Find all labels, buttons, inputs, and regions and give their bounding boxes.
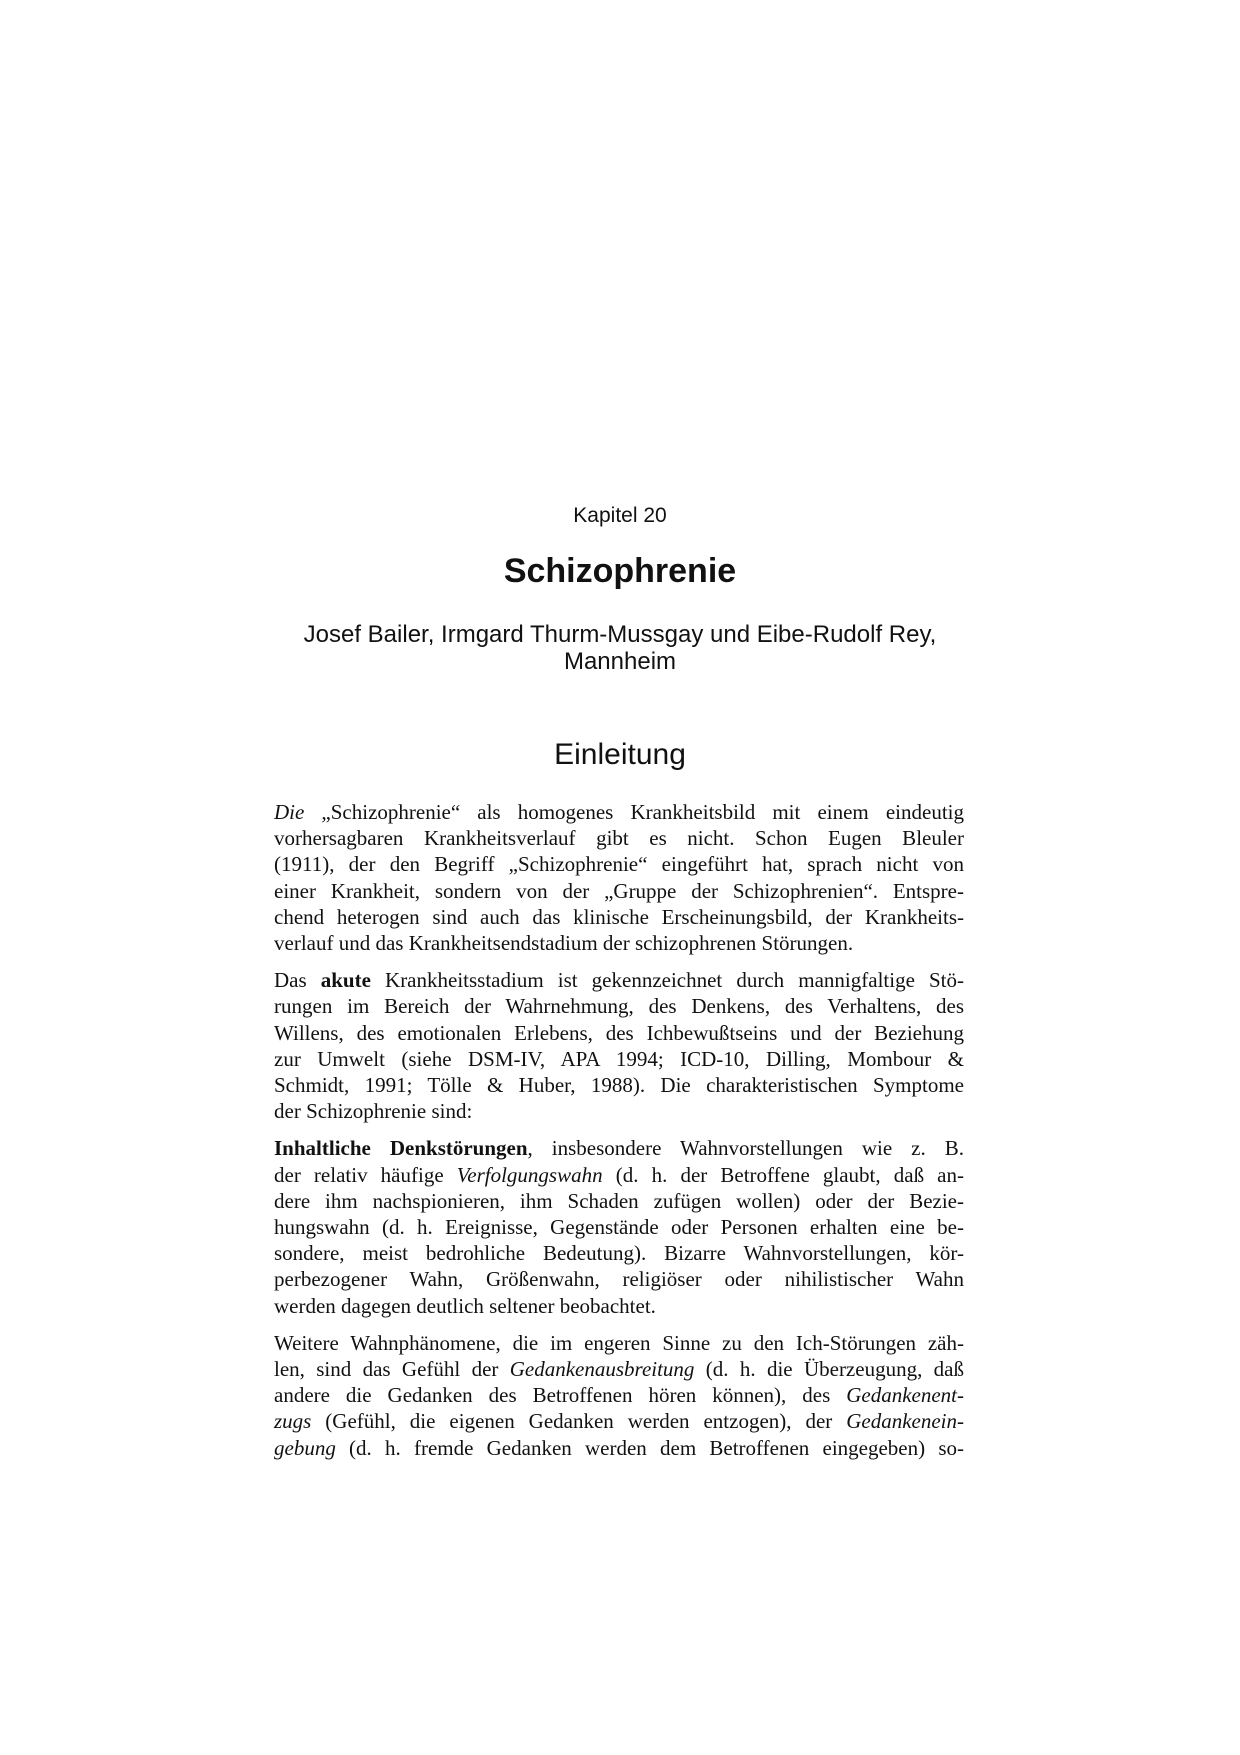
text-line: verlauf und das Krankheitsendstadium der schizophrenen Störungen. [274,931,854,956]
paragraph-1 [274,799,964,956]
chapter-label: Kapitel 20 [573,504,667,527]
emphasis: zugs [274,1409,312,1434]
text-line: Die „Schizophrenie“ als homogenes Krankheitsbild mit einem eindeutig [274,800,964,824]
paragraph-2 [274,967,964,1124]
chapter-authors [0,621,1240,675]
text-line: zugs (Gefühl, die eigenen Gedanken werden entzogen), der Gedankenein- [274,1409,964,1434]
section-heading: Einleitung [554,738,686,771]
text-line: sondere, meist bedrohliche Bedeutung). Bizarre Wahnvorstellungen, kör- [274,1241,964,1266]
text-line: rungen im Bereich der Wahrnehmung, des Denkens, des Verhaltens, des [274,994,964,1019]
authors-line: Josef Bailer, Irmgard Thurm-Mussgay und Eibe-Rudolf Rey, [303,621,937,648]
emphasis: Gedankenent- [846,1383,964,1408]
text-line: zur Umwelt (siehe DSM-IV, APA 1994; ICD-10, Dilling, Mombour & [274,1046,964,1071]
text-line: werden dagegen deutlich seltener beobachtet. [274,1293,656,1318]
text-line: Weitere Wahnphänomene, die im engeren Sinne zu den Ich-Störungen zäh- [274,1330,964,1355]
body-text [274,799,964,1472]
emphasis: Die [274,800,305,824]
text-line: hungswahn (d. h. Ereignisse, Gegenstände oder Personen erhalten eine be- [274,1215,964,1240]
text-line: Schmidt, 1991; Tölle & Huber, 1988). Die charakteristischen Symptome [274,1073,964,1098]
text-line: einer Krankheit, sondern von der „Gruppe der Schizophrenien“. Entspre- [274,878,964,903]
emphasis: Verfolgungswahn [456,1162,603,1187]
text-line: perbezogener Wahn, Größenwahn, religiöser oder nihilistischer Wahn [274,1267,964,1292]
text-line: len, sind das Gefühl der Gedankenausbreitung (d. h. die Überzeugung, daß [274,1357,964,1382]
emphasis: Gedankenein- [846,1409,964,1434]
emphasis: gebung [274,1435,336,1460]
emphasis: Gedankenausbreitung [509,1357,695,1382]
text-line: gebung (d. h. fremde Gedanken werden dem Betroffenen eingegeben) so- [274,1435,964,1460]
text-line: Das akute Krankheitsstadium ist gekennzeichnet durch mannigfaltige Stö- [274,968,964,993]
text-line: vorhersagbaren Krankheitsverlauf gibt es nicht. Schon Eugen Bleuler [274,826,964,851]
authors-affiliation: Mannheim [563,648,677,675]
text-line: chend heterogen sind auch das klinische Erscheinungsbild, der Krankheits- [274,904,964,929]
text-line: der relativ häufige Verfolgungswahn (d. h. der Betroffene glaubt, daß an- [274,1162,964,1187]
paragraph-3 [274,1135,964,1318]
bold-term: Inhaltliche Denkstörungen [274,1136,528,1161]
bold-term: akute [320,968,371,993]
text-line: der Schizophrenie sind: [274,1099,473,1124]
text-line: andere die Gedanken des Betroffenen hören können), des Gedankenent- [274,1383,964,1408]
chapter-title: Schizophrenie [503,552,737,590]
paragraph-4 [274,1330,964,1461]
text-line: Willens, des emotionalen Erlebens, des Ichbewußtseins und der Beziehung [274,1020,964,1045]
text-line: dere ihm nachspionieren, ihm Schaden zufügen wollen) oder der Bezie- [274,1188,964,1213]
text-line: (1911), der den Begriff „Schizophrenie“ eingeführt hat, sprach nicht von [274,852,964,877]
text-line: Inhaltliche Denkstörungen, insbesondere Wahnvorstellungen wie z. B. [274,1136,964,1161]
